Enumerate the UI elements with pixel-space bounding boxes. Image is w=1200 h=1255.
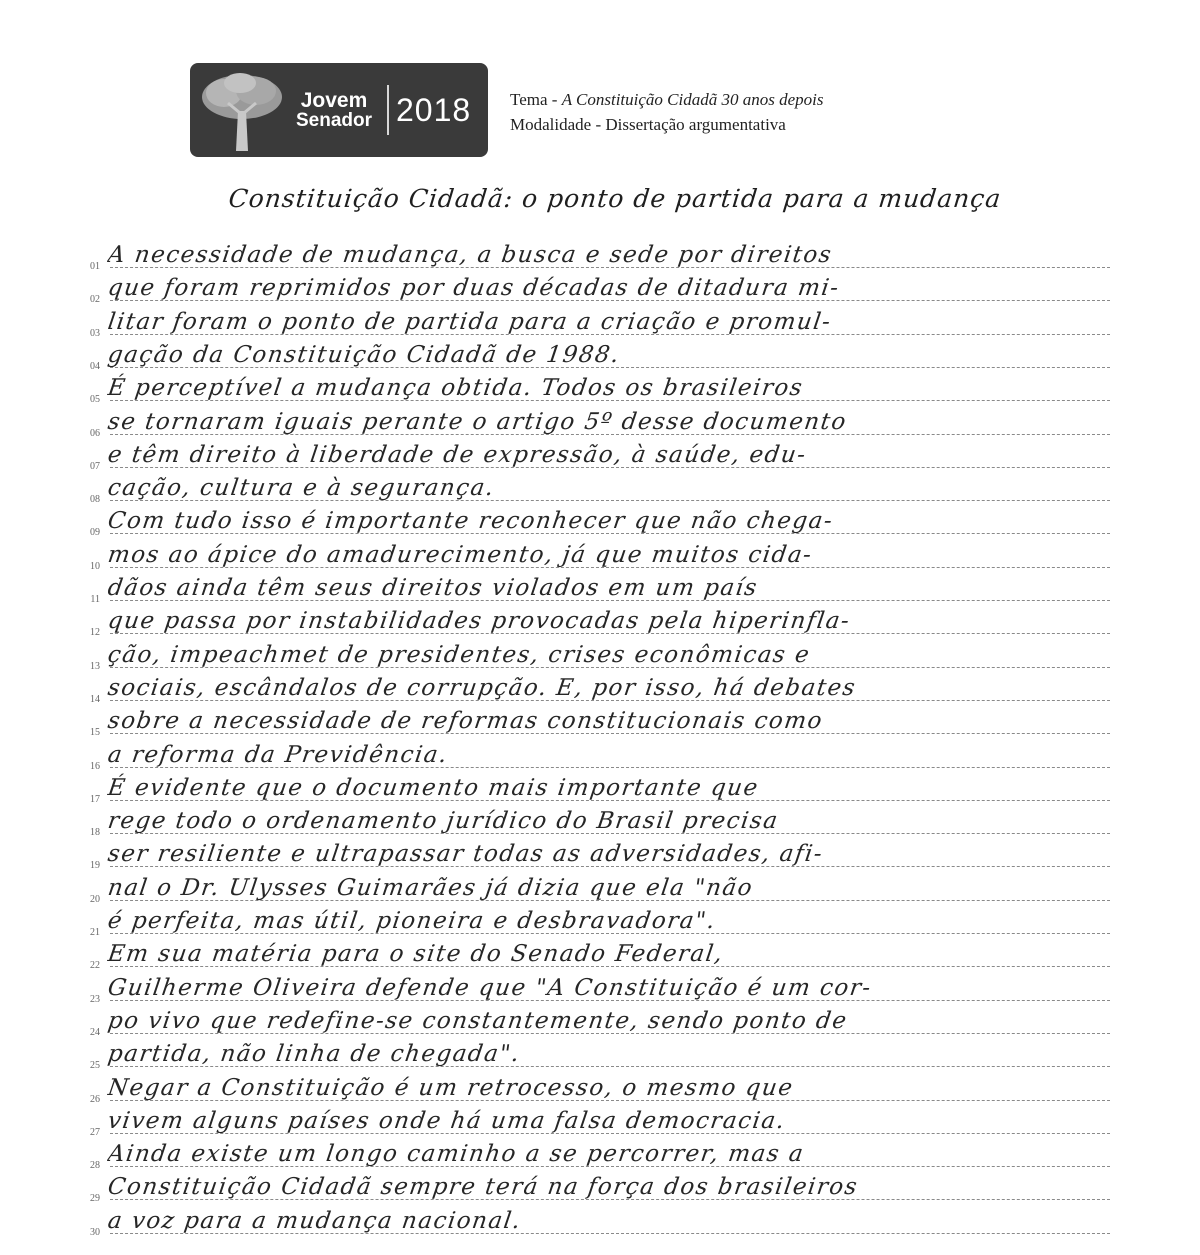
line-number: 16 bbox=[90, 761, 100, 772]
line-number: 02 bbox=[90, 294, 100, 305]
handwritten-line: que passa por instabilidades provocadas pela hiperinfla- bbox=[106, 608, 853, 634]
line-number: 04 bbox=[90, 361, 100, 372]
handwritten-line: sociais, escândalos de corrupção. E, por isso, há debates bbox=[106, 675, 858, 701]
line-number: 19 bbox=[90, 860, 100, 871]
handwritten-line: que foram reprimidos por duas décadas de ditadura mi- bbox=[106, 275, 842, 301]
handwritten-line: mos ao ápice do amadurecimento, já que muitos cida- bbox=[106, 542, 815, 568]
handwritten-line: Com tudo isso é importante reconhecer que não chega- bbox=[106, 508, 836, 534]
line-number: 06 bbox=[90, 428, 100, 439]
essay-title: Constituição Cidadã: o ponto de partida para a mudança bbox=[227, 184, 1003, 213]
line-number: 01 bbox=[90, 261, 100, 272]
handwritten-line: rege todo o ordenamento jurídico do Brasil precisa bbox=[106, 808, 781, 834]
line-number: 05 bbox=[90, 394, 100, 405]
handwritten-line: vivem alguns países onde há uma falsa democracia. bbox=[106, 1108, 788, 1134]
handwritten-line: é perfeita, mas útil, pioneira e desbravadora". bbox=[106, 908, 718, 934]
line-number: 18 bbox=[90, 827, 100, 838]
handwritten-line: Negar a Constituição é um retrocesso, o mesmo que bbox=[106, 1075, 796, 1101]
handwritten-line: se tornaram iguais perante o artigo 5º desse documento bbox=[106, 409, 849, 435]
line-number: 10 bbox=[90, 561, 100, 572]
tema-value: A Constituição Cidadã 30 anos depois bbox=[561, 90, 824, 109]
handwritten-line: litar foram o ponto de partida para a criação e promul- bbox=[106, 309, 834, 335]
line-number: 26 bbox=[90, 1094, 100, 1105]
handwritten-line: a reforma da Previdência. bbox=[106, 742, 450, 768]
handwritten-line: dãos ainda têm seus direitos violados em um país bbox=[106, 575, 760, 601]
line-number: 07 bbox=[90, 461, 100, 472]
line-number: 11 bbox=[90, 594, 100, 605]
handwritten-line: gação da Constituição Cidadã de 1988. bbox=[106, 342, 622, 368]
handwritten-line: a voz para a mudança nacional. bbox=[106, 1208, 524, 1234]
handwritten-line: É perceptível a mudança obtida. Todos os brasileiros bbox=[106, 375, 805, 401]
line-number: 29 bbox=[90, 1193, 100, 1204]
handwritten-line: sobre a necessidade de reformas constitucionais como bbox=[106, 708, 825, 734]
line-number: 23 bbox=[90, 994, 100, 1005]
line-number: 09 bbox=[90, 527, 100, 538]
line-number: 24 bbox=[90, 1027, 100, 1038]
handwritten-line: po vivo que redefine-se constantemente, sendo ponto de bbox=[106, 1008, 850, 1034]
handwritten-line: Em sua matéria para o site do Senado Federal, bbox=[106, 941, 726, 967]
line-number: 17 bbox=[90, 794, 100, 805]
line-number: 03 bbox=[90, 328, 100, 339]
line-number: 21 bbox=[90, 927, 100, 938]
line-number: 08 bbox=[90, 494, 100, 505]
line-number: 28 bbox=[90, 1160, 100, 1171]
logo-line-2: Senador bbox=[296, 110, 373, 131]
line-number: 25 bbox=[90, 1060, 100, 1071]
handwritten-line: cação, cultura e à segurança. bbox=[106, 475, 497, 501]
line-number: 22 bbox=[90, 960, 100, 971]
logo-year: 2018 bbox=[396, 92, 472, 128]
handwritten-line: partida, não linha de chegada". bbox=[106, 1041, 523, 1067]
tema-label: Tema - bbox=[510, 90, 562, 109]
handwritten-line: nal o Dr. Ulysses Guimarães já dizia que ela "não bbox=[106, 875, 755, 901]
handwritten-line: É evidente que o documento mais importante que bbox=[106, 775, 761, 801]
handwritten-line: A necessidade de mudança, a busca e sede por direitos bbox=[106, 242, 835, 268]
handwritten-line: ção, impeachmet de presidentes, crises econômicas e bbox=[106, 642, 813, 668]
line-number: 12 bbox=[90, 627, 100, 638]
handwritten-line: Ainda existe um longo caminho a se percorrer, mas a bbox=[106, 1141, 806, 1167]
handwritten-line: Constituição Cidadã sempre terá na força dos brasileiros bbox=[106, 1174, 860, 1200]
handwritten-line: Guilherme Oliveira defende que "A Constituição é um cor- bbox=[106, 975, 874, 1001]
line-number: 20 bbox=[90, 894, 100, 905]
line-number: 15 bbox=[90, 727, 100, 738]
modalidade-value: Dissertação argumentativa bbox=[605, 115, 786, 134]
handwritten-line: e têm direito à liberdade de expressão, à saúde, edu- bbox=[106, 442, 809, 468]
modalidade-label: Modalidade - bbox=[510, 115, 606, 134]
logo-line-1: Jovem bbox=[300, 89, 368, 112]
line-number: 13 bbox=[90, 661, 100, 672]
handwritten-line: ser resiliente e ultrapassar todas as adversidades, afi- bbox=[106, 841, 825, 867]
line-number: 27 bbox=[90, 1127, 100, 1138]
line-number: 14 bbox=[90, 694, 100, 705]
line-number: 30 bbox=[90, 1227, 100, 1238]
